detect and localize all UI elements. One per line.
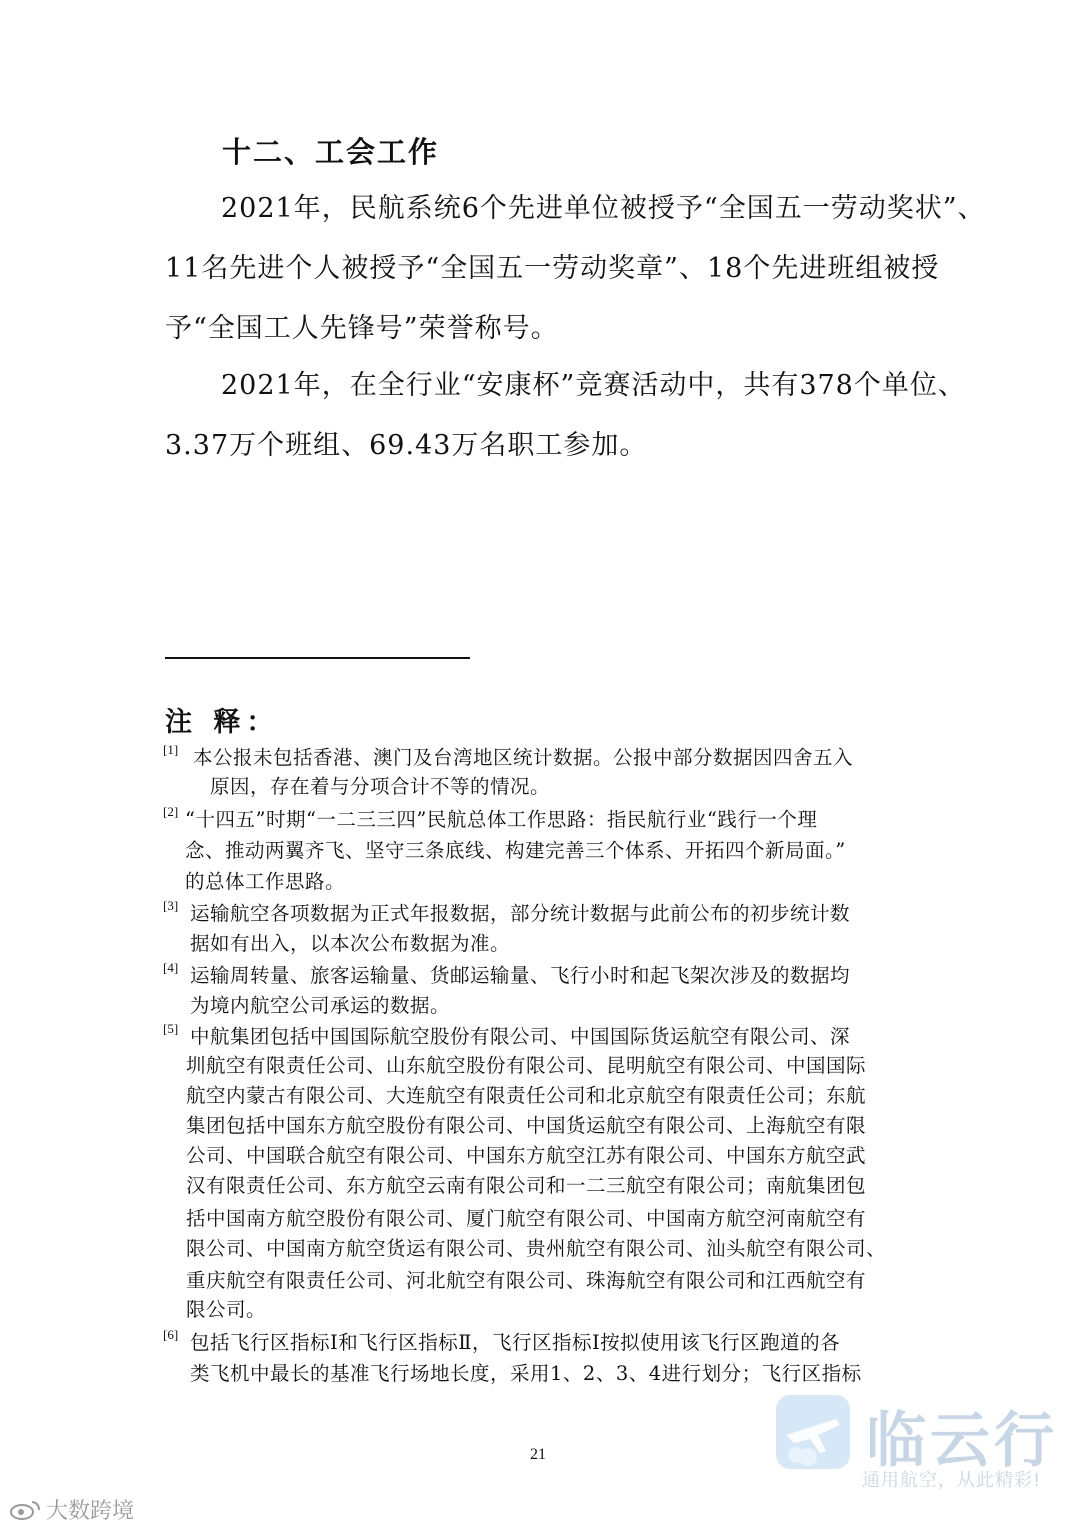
footnote-rule <box>165 657 470 659</box>
footnote-5-line-8: 限公司、中国南方航空货运有限公司、贵州航空有限公司、汕头航空有限公司、 <box>186 1237 887 1260</box>
footnote-5-line-7: 括中国南方航空股份有限公司、厦门航空有限公司、中国南方航空河南航空有 <box>186 1207 867 1230</box>
footnote-5-line-4: 集团包括中国东方航空股份有限公司、中国货运航空有限公司、上海航空有限 <box>186 1114 867 1137</box>
footnote-6-line-1: 包括飞行区指标Ⅰ和飞行区指标Ⅱ，飞行区指标Ⅰ按拟使用该飞行区跑道的各 <box>190 1331 841 1354</box>
paragraph-line-4: 2021年，在全行业“安康杯”竞赛活动中，共有378个单位、 <box>165 370 966 401</box>
weibo-icon <box>8 1499 42 1521</box>
footnote-5-line-5: 公司、中国联合航空有限公司、中国东方航空江苏有限公司、中国东方航空武 <box>186 1144 867 1167</box>
source-label: 大数跨境 <box>46 1499 135 1524</box>
footnote-mark-4: [4] <box>163 960 179 975</box>
footnote-5-line-10: 限公司。 <box>186 1298 267 1321</box>
section-heading: 十二、工会工作 <box>222 135 440 169</box>
footnote-5-line-2: 圳航空有限责任公司、山东航空股份有限公司、昆明航空有限公司、中国国际 <box>186 1054 867 1077</box>
footnote-1-line-2: 原因，存在着与分项合计不等的情况。 <box>210 775 551 798</box>
paragraph-line-1: 2021年，民航系统6个先进单位被授予“全国五一劳动奖状”、 <box>165 193 986 224</box>
footnote-mark-5: [5] <box>163 1021 179 1036</box>
paragraph-line-3: 予“全国工人先锋号”荣誉称号。 <box>165 313 559 344</box>
watermark-brand: 临云行 <box>866 1406 1058 1476</box>
footnote-4-line-1: 运输周转量、旅客运输量、货邮运输量、飞行小时和起飞架次涉及的数据均 <box>190 964 851 987</box>
watermark-slogan: 通用航空，从此精彩! <box>862 1470 1042 1491</box>
brand-logo-icon <box>776 1395 850 1469</box>
footnote-3-line-2: 据如有出入，以本次公布数据为准。 <box>190 932 511 955</box>
footnote-5-line-3: 航空内蒙古有限公司、大连航空有限责任公司和北京航空有限责任公司；东航 <box>186 1084 867 1107</box>
footnote-5-line-6: 汉有限责任公司、东方航空云南有限公司和一二三航空有限公司；南航集团包 <box>186 1174 867 1197</box>
notes-title: 注 释： <box>165 707 280 738</box>
footnote-6-line-2: 类飞机中最长的基准飞行场地长度，采用1、2、3、4进行划分；飞行区指标 <box>190 1362 862 1385</box>
footnote-2-line-3: 的总体工作思路。 <box>185 870 346 893</box>
footnote-5-line-1: 中航集团包括中国国际航空股份有限公司、中国国际货运航空有限公司、深 <box>190 1025 851 1048</box>
paragraph-line-5: 3.37万个班组、69.43万名职工参加。 <box>165 430 648 461</box>
paragraph-line-2: 11名先进个人被授予“全国五一劳动奖章”、18个先进班组被授 <box>165 253 940 284</box>
footnote-1-line-1: 本公报未包括香港、澳门及台湾地区统计数据。公报中部分数据因四舍五入 <box>193 746 854 769</box>
footnote-2-line-2: 念、推动两翼齐飞、坚守三条底线、构建完善三个体系、开拓四个新局面。” <box>185 839 846 862</box>
footnote-mark-2: [2] <box>163 804 179 819</box>
footnote-mark-1: [1] <box>163 742 179 757</box>
footnote-2-line-1: “十四五”时期“一二三三四”民航总体工作思路：指民航行业“践行一个理 <box>185 808 818 831</box>
footnote-3-line-1: 运输航空各项数据为正式年报数据，部分统计数据与此前公布的初步统计数 <box>190 902 851 925</box>
footnote-4-line-2: 为境内航空公司承运的数据。 <box>190 994 451 1017</box>
footnote-mark-3: [3] <box>163 898 179 913</box>
page-number: 21 <box>530 1446 546 1463</box>
footnote-5-line-9: 重庆航空有限责任公司、河北航空有限公司、珠海航空有限公司和江西航空有 <box>186 1269 867 1292</box>
footnote-mark-6: [6] <box>163 1327 179 1342</box>
source-watermark <box>8 1494 134 1525</box>
